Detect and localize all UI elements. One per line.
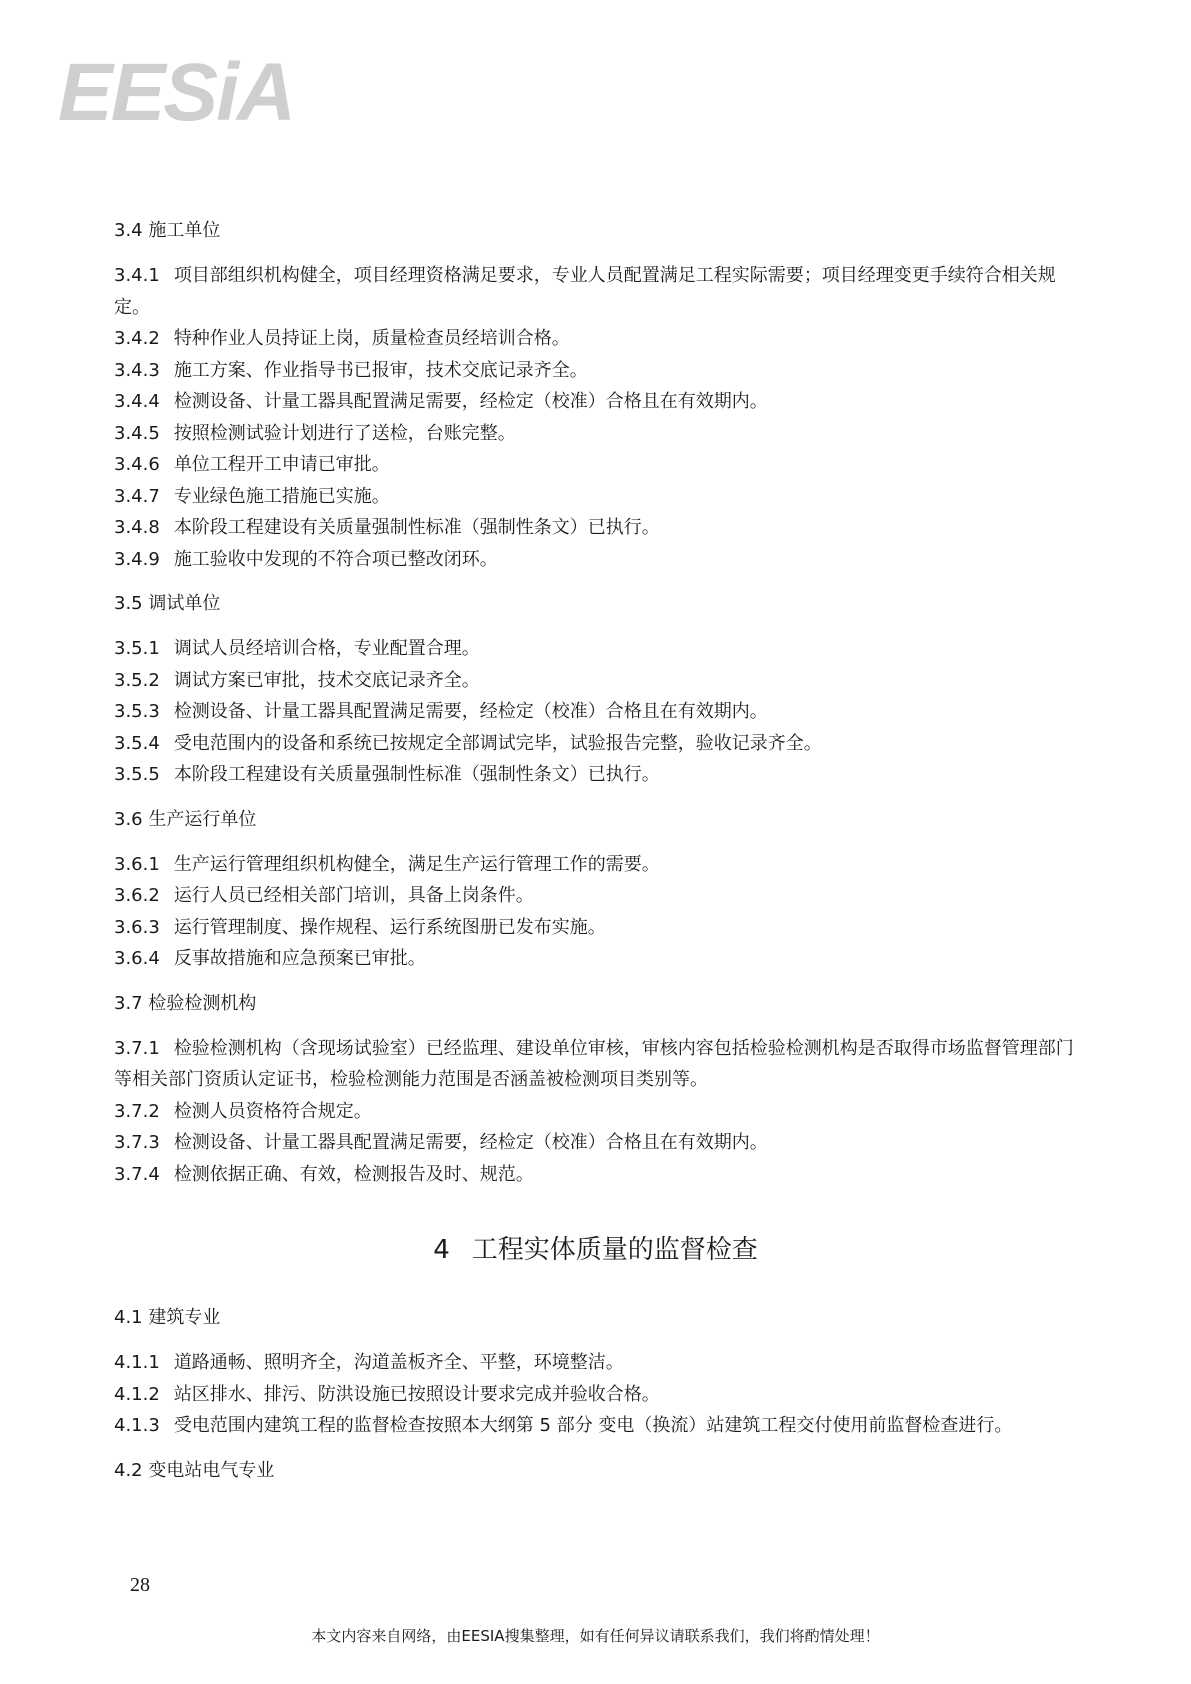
section-heading-3-4: 3.4 施工单位 <box>114 220 221 241</box>
clause-3-4-6: 3.4.6 单位工程开工申请已审批。 <box>114 454 390 475</box>
section-heading-4-1: 4.1 建筑专业 <box>114 1307 221 1328</box>
chapter-heading <box>0 1232 1191 1268</box>
section-heading-3-5: 3.5 调试单位 <box>114 593 221 614</box>
clause-3-7-3: 3.7.3 检测设备、计量工器具配置满足需要，经检定（校准）合格且在有效期内。 <box>114 1132 768 1153</box>
clause-3-4-8: 3.4.8 本阶段工程建设有关质量强制性标准（强制性条文）已执行。 <box>114 517 660 538</box>
section-heading-3-7: 3.7 检验检测机构 <box>114 992 257 1014</box>
clause-3-7-1: 3.7.1 检验检测机构（含现场试验室）已经监理、建设单位审核，审核内容包括检验检测机构是否取得市场监督管理部门等相关部门资质认定证书，检验检测能力范围是否涵盖被检测项目类别等。 <box>114 1037 1074 1090</box>
clause-3-6-2: 3.6.2 运行人员已经相关部门培训，具备上岗条件。 <box>114 885 534 906</box>
clause-3-7-2: 3.7.2 检测人员资格符合规定。 <box>114 1100 372 1122</box>
clause-3-5-5: 3.5.5 本阶段工程建设有关质量强制性标准（强制性条文）已执行。 <box>114 764 660 785</box>
eesia-logo: EESiA <box>58 47 295 138</box>
clause-3-4-3: 3.4.3 施工方案、作业指导书已报审，技术交底记录齐全。 <box>114 359 588 381</box>
clause-3-4-1: 3.4.1 项目部组织机构健全，项目经理资格满足要求，专业人员配置满足工程实际需要；项目经理变更手续符合相关规定。 <box>114 265 1056 318</box>
clause-3-4-2: 3.4.2 特种作业人员持证上岗，质量检查员经培训合格。 <box>114 328 570 349</box>
clause-3-5-2: 3.5.2 调试方案已审批，技术交底记录齐全。 <box>114 669 480 691</box>
chapter-number: 4 <box>433 1235 450 1265</box>
chapter-title: 工程实体质量的监督检查 <box>471 1235 758 1265</box>
document-body-chapter-4 <box>114 1305 1074 1484</box>
page-number: 28 <box>130 1574 150 1596</box>
clause-3-5-4: 3.5.4 受电范围内的设备和系统已按规定全部调试完毕，试验报告完整，验收记录齐全。 <box>114 732 822 754</box>
clause-3-5-3: 3.5.3 检测设备、计量工器具配置满足需要，经检定（校准）合格且在有效期内。 <box>114 701 768 722</box>
footer-disclaimer: 本文内容来自网络，由EESIA搜集整理，如有任何异议请联系我们，我们将酌情处理！ <box>311 1627 880 1645</box>
clause-3-4-7: 3.4.7 专业绿色施工措施已实施。 <box>114 485 390 507</box>
clause-3-6-1: 3.6.1 生产运行管理组织机构健全，满足生产运行管理工作的需要。 <box>114 853 660 875</box>
clause-3-6-3: 3.6.3 运行管理制度、操作规程、运行系统图册已发布实施。 <box>114 916 606 938</box>
clause-3-5-1: 3.5.1 调试人员经培训合格，专业配置合理。 <box>114 638 480 659</box>
clause-4-1-1: 4.1.1 道路通畅、照明齐全，沟道盖板齐全、平整，环境整洁。 <box>114 1352 624 1373</box>
clause-3-4-5: 3.4.5 按照检测试验计划进行了送检，台账完整。 <box>114 422 516 444</box>
clause-3-4-4: 3.4.4 检测设备、计量工器具配置满足需要，经检定（校准）合格且在有效期内。 <box>114 391 768 412</box>
document-body <box>114 218 1074 1190</box>
clause-3-6-4: 3.6.4 反事故措施和应急预案已审批。 <box>114 948 426 969</box>
clause-3-4-9: 3.4.9 施工验收中发现的不符合项已整改闭环。 <box>114 548 498 570</box>
clause-4-1-2: 4.1.2 站区排水、排污、防洪设施已按照设计要求完成并验收合格。 <box>114 1383 660 1405</box>
section-heading-4-2: 4.2 变电站电气专业 <box>114 1459 275 1481</box>
clause-3-7-4: 3.7.4 检测依据正确、有效，检测报告及时、规范。 <box>114 1163 534 1185</box>
clause-4-1-3: 4.1.3 受电范围内建筑工程的监督检查按照本大纲第 5 部分 变电（换流）站建筑工程交付使用前监督检查进行。 <box>114 1415 1013 1436</box>
section-heading-3-6: 3.6 生产运行单位 <box>114 808 257 830</box>
